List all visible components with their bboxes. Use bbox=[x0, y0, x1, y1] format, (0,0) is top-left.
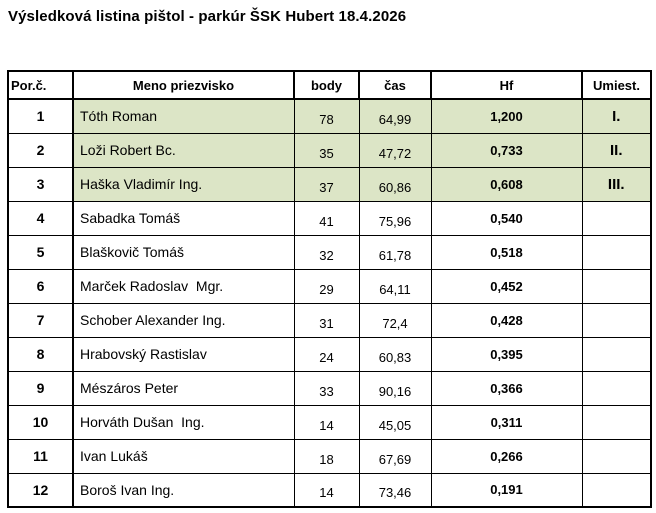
place-cell: I. bbox=[582, 99, 651, 133]
header-place: Umiest. bbox=[582, 71, 651, 99]
results-table-body bbox=[8, 99, 651, 507]
page-title: Výsledková listina pištol - parkúr ŠSK Hubert 18.4.2026 bbox=[8, 8, 407, 25]
name-cell: Horváth Dušan Ing. bbox=[73, 405, 294, 439]
rank-cell: 7 bbox=[8, 303, 73, 337]
header-time: čas bbox=[359, 71, 431, 99]
time-cell: 64,99 bbox=[359, 99, 431, 133]
hf-cell: 0,452 bbox=[431, 269, 582, 303]
rank-cell: 6 bbox=[8, 269, 73, 303]
table-row bbox=[8, 439, 651, 473]
rank-cell: 10 bbox=[8, 405, 73, 439]
hf-cell: 0,266 bbox=[431, 439, 582, 473]
time-cell: 64,11 bbox=[359, 269, 431, 303]
table-row bbox=[8, 405, 651, 439]
table-row bbox=[8, 133, 651, 167]
hf-cell: 0,311 bbox=[431, 405, 582, 439]
header-points: body bbox=[294, 71, 359, 99]
results-table-header bbox=[8, 71, 651, 99]
name-cell: Blaškovič Tomáš bbox=[73, 235, 294, 269]
table-row bbox=[8, 167, 651, 201]
place-cell bbox=[582, 439, 651, 473]
hf-cell: 0,733 bbox=[431, 133, 582, 167]
time-cell: 60,86 bbox=[359, 167, 431, 201]
place-cell bbox=[582, 473, 651, 507]
table-row bbox=[8, 269, 651, 303]
time-cell: 45,05 bbox=[359, 405, 431, 439]
points-cell: 31 bbox=[294, 303, 359, 337]
place-cell bbox=[582, 303, 651, 337]
place-cell: III. bbox=[582, 167, 651, 201]
table-row bbox=[8, 235, 651, 269]
name-cell: Haška Vladimír Ing. bbox=[73, 167, 294, 201]
points-cell: 35 bbox=[294, 133, 359, 167]
points-cell: 18 bbox=[294, 439, 359, 473]
time-cell: 60,83 bbox=[359, 337, 431, 371]
place-cell bbox=[582, 337, 651, 371]
rank-cell: 11 bbox=[8, 439, 73, 473]
name-cell: Tóth Roman bbox=[73, 99, 294, 133]
points-cell: 32 bbox=[294, 235, 359, 269]
rank-cell: 9 bbox=[8, 371, 73, 405]
points-cell: 41 bbox=[294, 201, 359, 235]
name-cell: Boroš Ivan Ing. bbox=[73, 473, 294, 507]
place-cell bbox=[582, 371, 651, 405]
points-cell: 37 bbox=[294, 167, 359, 201]
time-cell: 90,16 bbox=[359, 371, 431, 405]
rank-cell: 3 bbox=[8, 167, 73, 201]
rank-cell: 4 bbox=[8, 201, 73, 235]
rank-cell: 5 bbox=[8, 235, 73, 269]
time-cell: 72,4 bbox=[359, 303, 431, 337]
table-row bbox=[8, 303, 651, 337]
name-cell: Schober Alexander Ing. bbox=[73, 303, 294, 337]
hf-cell: 0,428 bbox=[431, 303, 582, 337]
table-row bbox=[8, 337, 651, 371]
hf-cell: 0,518 bbox=[431, 235, 582, 269]
name-cell: Mészáros Peter bbox=[73, 371, 294, 405]
name-cell: Marček Radoslav Mgr. bbox=[73, 269, 294, 303]
hf-cell: 0,366 bbox=[431, 371, 582, 405]
table-row bbox=[8, 99, 651, 133]
name-cell: Ivan Lukáš bbox=[73, 439, 294, 473]
rank-cell: 2 bbox=[8, 133, 73, 167]
place-cell bbox=[582, 405, 651, 439]
time-cell: 75,96 bbox=[359, 201, 431, 235]
points-cell: 78 bbox=[294, 99, 359, 133]
place-cell bbox=[582, 201, 651, 235]
table-row bbox=[8, 473, 651, 507]
header-row bbox=[8, 71, 651, 99]
place-cell bbox=[582, 235, 651, 269]
table-row bbox=[8, 371, 651, 405]
rank-cell: 8 bbox=[8, 337, 73, 371]
time-cell: 47,72 bbox=[359, 133, 431, 167]
hf-cell: 1,200 bbox=[431, 99, 582, 133]
points-cell: 14 bbox=[294, 473, 359, 507]
hf-cell: 0,191 bbox=[431, 473, 582, 507]
name-cell: Loži Robert Bc. bbox=[73, 133, 294, 167]
results-table bbox=[7, 70, 652, 508]
time-cell: 73,46 bbox=[359, 473, 431, 507]
name-cell: Hrabovský Rastislav bbox=[73, 337, 294, 371]
place-cell: II. bbox=[582, 133, 651, 167]
name-cell: Sabadka Tomáš bbox=[73, 201, 294, 235]
header-rank: Por.č. bbox=[8, 71, 73, 99]
header-hf: Hf bbox=[431, 71, 582, 99]
hf-cell: 0,608 bbox=[431, 167, 582, 201]
place-cell bbox=[582, 269, 651, 303]
hf-cell: 0,540 bbox=[431, 201, 582, 235]
rank-cell: 12 bbox=[8, 473, 73, 507]
points-cell: 14 bbox=[294, 405, 359, 439]
points-cell: 24 bbox=[294, 337, 359, 371]
rank-cell: 1 bbox=[8, 99, 73, 133]
header-name: Meno priezvisko bbox=[73, 71, 294, 99]
time-cell: 61,78 bbox=[359, 235, 431, 269]
points-cell: 33 bbox=[294, 371, 359, 405]
time-cell: 67,69 bbox=[359, 439, 431, 473]
table-row bbox=[8, 201, 651, 235]
points-cell: 29 bbox=[294, 269, 359, 303]
hf-cell: 0,395 bbox=[431, 337, 582, 371]
